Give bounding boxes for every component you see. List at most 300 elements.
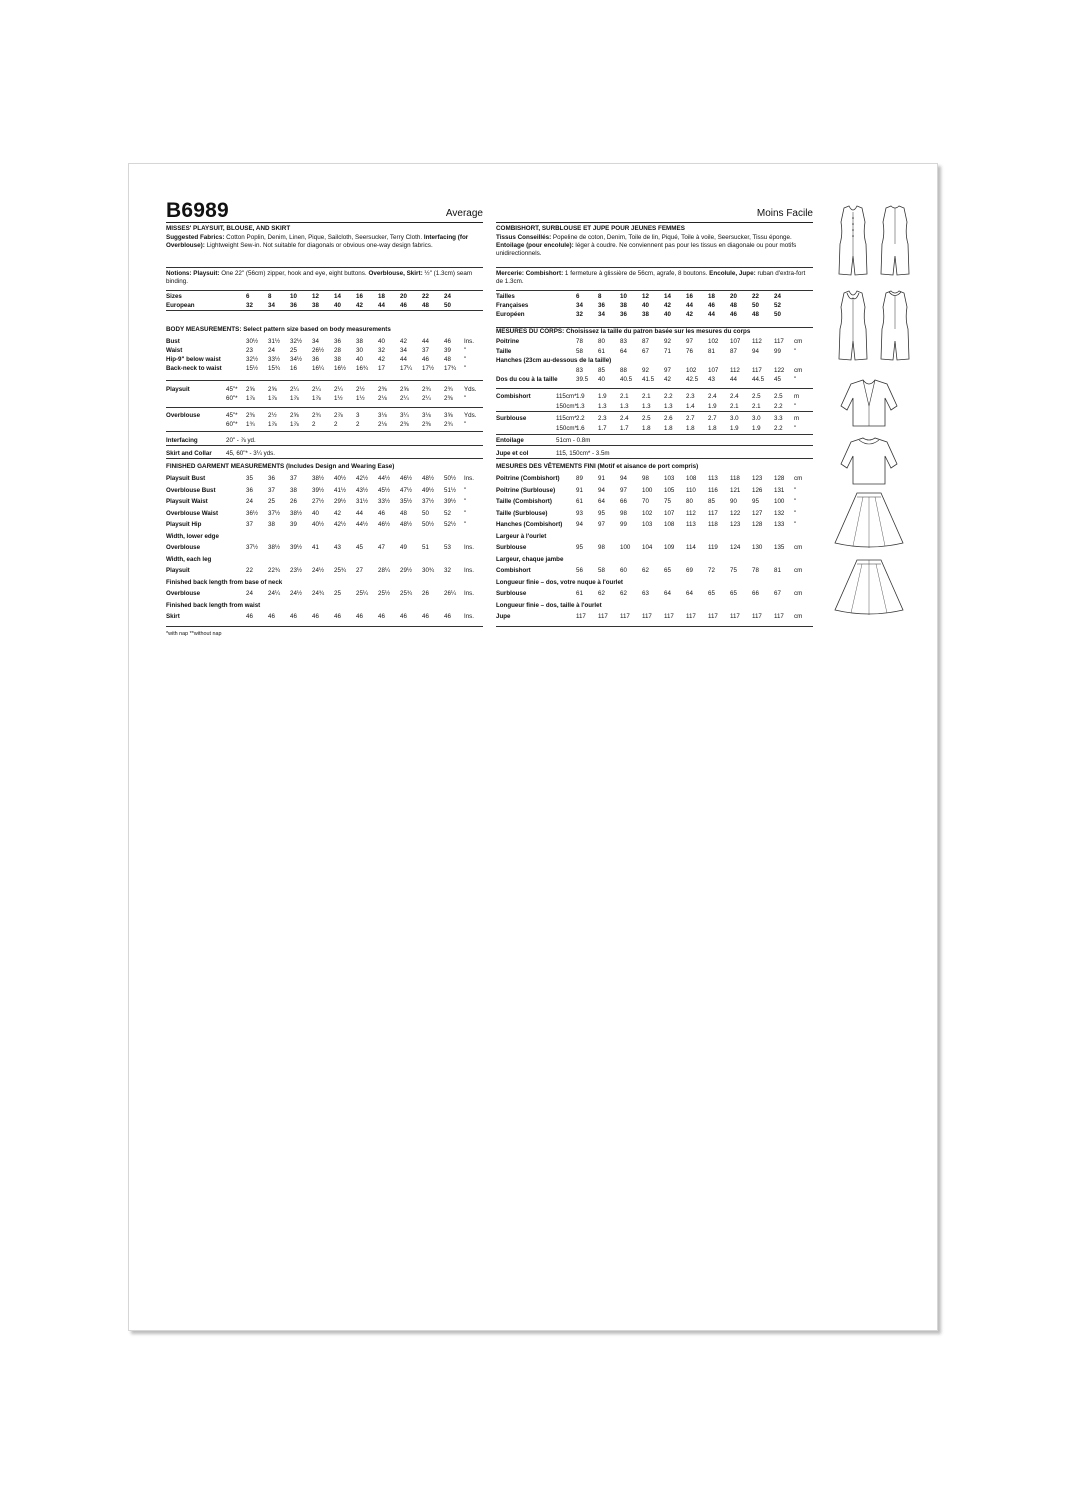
table-cell: 32 bbox=[378, 347, 385, 354]
row-label: Combishort bbox=[496, 567, 531, 574]
table-cell: 1⅞ bbox=[290, 395, 299, 402]
rule bbox=[496, 434, 813, 435]
table-cell: 85 bbox=[708, 498, 715, 505]
fabrics-text-fr: Tissus Conseillés: Popeline de coton, Denim, Toile de lin, Piqué, Toile à voile, Seersucker, Tissu éponge. Entoilage (pour encolule): léger à coudre. Ne conviennent pas pour les tissus en diagonale ou pour motifs unidirectionnels. bbox=[496, 234, 797, 257]
row-label: Surblouse bbox=[496, 415, 527, 422]
table-cell: 65 bbox=[730, 590, 737, 597]
table-row bbox=[166, 449, 483, 458]
size-cell: 10 bbox=[620, 293, 627, 300]
table-cell: 117 bbox=[576, 613, 586, 620]
table-cell: 91 bbox=[598, 475, 605, 482]
table-cell: 1.9 bbox=[708, 403, 717, 410]
table-row bbox=[496, 520, 813, 529]
table-cell: 1⅞ bbox=[290, 421, 299, 428]
table-cell: 92 bbox=[642, 366, 649, 374]
size-cell: 48 bbox=[752, 311, 759, 318]
table-cell: 2.1 bbox=[730, 403, 739, 410]
table-cell: 2¼ bbox=[400, 395, 409, 402]
table-cell: 1.9 bbox=[752, 425, 761, 432]
table-cell: 48½ bbox=[422, 475, 435, 482]
table-cell: 113 bbox=[686, 521, 696, 528]
table-row bbox=[496, 347, 813, 356]
unit-cell: " bbox=[464, 395, 467, 402]
table-cell: 131 bbox=[774, 486, 785, 494]
size-cell: 40 bbox=[664, 311, 671, 318]
table-cell: 25¾ bbox=[334, 567, 347, 574]
table-cell: 117 bbox=[620, 613, 630, 620]
table-cell: 112 bbox=[752, 338, 762, 345]
table-cell: 64 bbox=[686, 590, 693, 597]
table-cell: 39 bbox=[444, 347, 451, 354]
table-cell: 102 bbox=[708, 338, 719, 345]
table-cell: 24½ bbox=[312, 567, 325, 574]
table-cell: 38 bbox=[290, 486, 297, 494]
table-cell: 16 bbox=[290, 365, 297, 372]
table-cell: 36 bbox=[246, 486, 253, 494]
row-label: Longueur finie – dos, votre nuque à l'ourlet bbox=[496, 578, 623, 586]
table-cell: 1.8 bbox=[686, 425, 695, 432]
table-cell: 81 bbox=[774, 567, 781, 574]
size-cell: 44 bbox=[378, 302, 385, 309]
row-label: Taille (Combishort) bbox=[496, 498, 552, 505]
size-cell: 20 bbox=[400, 293, 407, 300]
table-row bbox=[166, 474, 483, 483]
table-cell: 27½ bbox=[312, 498, 325, 505]
table-cell: 2⅝ bbox=[246, 386, 255, 393]
table-row bbox=[496, 366, 813, 375]
size-cell: 32 bbox=[246, 302, 253, 309]
table-cell: 1.9 bbox=[598, 393, 607, 400]
table-cell: 2.5 bbox=[774, 393, 783, 400]
fabric-width: 150cm* bbox=[556, 425, 577, 432]
table-cell: 42 bbox=[664, 376, 671, 383]
table-cell: 117 bbox=[686, 613, 696, 620]
table-cell: 103 bbox=[664, 475, 675, 482]
size-cell: 22 bbox=[752, 293, 759, 300]
size-cell: 36 bbox=[620, 311, 627, 318]
table-cell: 124 bbox=[730, 544, 741, 551]
table-cell: 42½ bbox=[356, 475, 369, 482]
table-row bbox=[496, 612, 813, 621]
table-cell: 17 bbox=[378, 365, 385, 372]
table-cell: 45 bbox=[774, 376, 781, 383]
table-cell: 135 bbox=[774, 544, 785, 551]
table-row bbox=[166, 543, 483, 552]
fabric-width: 51cm - 0.8m bbox=[556, 437, 591, 444]
size-cell: 50 bbox=[752, 302, 759, 309]
row-label: Finished back length from base of neck bbox=[166, 578, 283, 586]
table-cell: 1¾ bbox=[246, 421, 255, 428]
table-row bbox=[166, 436, 483, 445]
table-row bbox=[166, 364, 483, 373]
table-cell: 116 bbox=[708, 486, 718, 494]
table-cell: 42½ bbox=[334, 521, 347, 528]
row-label: Playsuit Hip bbox=[166, 521, 202, 528]
row-label: Playsuit Bust bbox=[166, 475, 206, 482]
fabric-width: 115cm* bbox=[556, 393, 577, 400]
table-cell: 62 bbox=[642, 567, 649, 574]
skirt-front-icon bbox=[831, 489, 907, 551]
table-cell: 117 bbox=[752, 366, 762, 374]
table-cell: 2⅛ bbox=[378, 421, 387, 428]
table-cell: 121 bbox=[730, 486, 741, 494]
table-row bbox=[496, 566, 813, 575]
table-cell: 25¼ bbox=[356, 590, 369, 597]
table-cell: 46 bbox=[444, 338, 451, 345]
table-cell: 61 bbox=[598, 347, 605, 355]
table-cell: 107 bbox=[730, 338, 741, 345]
table-cell: 44.5 bbox=[752, 376, 765, 383]
table-cell: 65 bbox=[708, 590, 715, 597]
row-label: Jupe bbox=[496, 613, 511, 620]
rule bbox=[166, 380, 483, 381]
size-cell: 34 bbox=[268, 302, 275, 309]
table-cell: 46 bbox=[378, 613, 385, 620]
size-cell: 50 bbox=[444, 302, 451, 309]
table-cell: 70 bbox=[642, 498, 649, 505]
table-cell: 16½ bbox=[334, 365, 347, 372]
size-row bbox=[496, 310, 813, 319]
rule bbox=[496, 445, 813, 446]
size-cell: 38 bbox=[620, 302, 627, 309]
table-cell: 44 bbox=[422, 338, 429, 345]
table-cell: 72 bbox=[708, 567, 715, 574]
table-cell: 39½ bbox=[444, 498, 457, 505]
table-cell: 133 bbox=[774, 521, 785, 528]
table-cell: 94 bbox=[752, 347, 759, 355]
table-cell: 41 bbox=[312, 544, 319, 551]
table-row bbox=[496, 578, 813, 587]
table-cell: 114 bbox=[686, 544, 696, 551]
table-cell: 87 bbox=[642, 338, 649, 345]
row-label: Playsuit bbox=[166, 386, 190, 393]
table-cell: 2.1 bbox=[642, 393, 651, 400]
table-cell: 95 bbox=[752, 498, 759, 505]
row-label: Width, lower edge bbox=[166, 532, 219, 540]
unit-cell: cm bbox=[794, 338, 803, 345]
table-cell: 46 bbox=[400, 613, 407, 620]
table-cell: 40½ bbox=[312, 521, 325, 528]
table-cell: 52 bbox=[444, 509, 451, 517]
table-row bbox=[166, 578, 483, 587]
table-cell: 3 bbox=[356, 412, 360, 419]
table-cell: 51½ bbox=[444, 486, 457, 494]
table-cell: 2.4 bbox=[620, 415, 629, 422]
unit-cell: " bbox=[794, 498, 797, 505]
table-cell: 47 bbox=[378, 544, 385, 551]
table-cell: 112 bbox=[730, 366, 740, 374]
unit-cell: " bbox=[464, 521, 467, 528]
table-cell: 117 bbox=[598, 613, 608, 620]
table-cell: 93 bbox=[576, 509, 583, 517]
table-cell: 2⅝ bbox=[268, 386, 277, 393]
table-cell: 40.5 bbox=[620, 376, 633, 383]
table-cell: 25½ bbox=[378, 590, 391, 597]
table-cell: 66 bbox=[752, 590, 759, 597]
table-cell: 99 bbox=[620, 521, 627, 528]
unit-cell: " bbox=[794, 376, 797, 383]
table-cell: 60 bbox=[620, 567, 627, 574]
table-cell: 83 bbox=[620, 338, 627, 345]
table-cell: 2⅜ bbox=[422, 421, 431, 428]
table-cell: 44½ bbox=[356, 521, 369, 528]
unit-cell: Yds. bbox=[464, 386, 477, 393]
table-cell: 107 bbox=[708, 366, 719, 374]
table-cell: 25 bbox=[268, 498, 275, 505]
title-rule bbox=[166, 222, 483, 223]
table-cell: 2½ bbox=[356, 386, 365, 393]
table-row bbox=[166, 385, 483, 394]
table-cell: 91 bbox=[576, 486, 583, 494]
table-cell: 98 bbox=[620, 509, 627, 517]
rule bbox=[166, 626, 483, 627]
table-cell: 1.7 bbox=[598, 425, 607, 432]
row-label: Poitrine (Combishort) bbox=[496, 475, 560, 482]
table-row bbox=[496, 474, 813, 483]
table-row bbox=[166, 497, 483, 506]
table-cell: 39 bbox=[290, 521, 297, 528]
row-label: Overblouse bbox=[166, 590, 201, 597]
row-label: Poitrine (Surblouse) bbox=[496, 486, 556, 494]
table-cell: 1.6 bbox=[576, 425, 585, 432]
table-cell: 46½ bbox=[378, 521, 391, 528]
table-cell: 130 bbox=[752, 544, 763, 551]
table-cell: 2⅜ bbox=[444, 395, 453, 402]
table-cell: 2⅜ bbox=[378, 386, 387, 393]
table-cell: 24 bbox=[268, 347, 275, 354]
rule bbox=[496, 388, 813, 389]
table-cell: 52½ bbox=[444, 521, 457, 528]
table-cell: 69 bbox=[686, 567, 693, 574]
row-label: Interfacing bbox=[166, 437, 198, 444]
table-cell: 2¾ bbox=[444, 421, 453, 428]
difficulty-level-fr: Moins Facile bbox=[756, 208, 813, 219]
rule bbox=[496, 626, 813, 627]
size-cell: 6 bbox=[576, 293, 580, 300]
size-cell: 42 bbox=[664, 302, 671, 309]
table-cell: 15¾ bbox=[268, 365, 281, 372]
table-cell: 2¾ bbox=[444, 386, 453, 393]
table-cell: 64 bbox=[598, 498, 605, 505]
table-cell: 64 bbox=[664, 590, 671, 597]
table-cell: 51 bbox=[422, 544, 429, 551]
unit-cell: " bbox=[794, 486, 797, 494]
size-cell: 8 bbox=[598, 293, 602, 300]
size-cell: 38 bbox=[312, 302, 319, 309]
table-cell: 24 bbox=[246, 590, 253, 597]
table-row bbox=[166, 346, 483, 355]
row-label: Width, each leg bbox=[166, 555, 212, 563]
row-label: Surblouse bbox=[496, 590, 527, 597]
table-cell: 38 bbox=[356, 338, 363, 345]
table-cell: 53 bbox=[444, 544, 451, 551]
table-cell: 3⅝ bbox=[444, 412, 453, 419]
table-cell: 94 bbox=[620, 475, 627, 482]
table-cell: 17¾ bbox=[444, 365, 457, 372]
table-cell: 24 bbox=[246, 498, 253, 505]
table-cell: 30 bbox=[356, 347, 363, 354]
row-label: Taille (Surblouse) bbox=[496, 509, 548, 517]
table-cell: 97 bbox=[620, 486, 627, 494]
table-cell: 2¾ bbox=[312, 412, 321, 419]
size-cell: 24 bbox=[444, 293, 451, 300]
size-cell: 20 bbox=[730, 293, 737, 300]
unit-cell: " bbox=[464, 347, 467, 354]
table-cell: 95 bbox=[576, 544, 583, 551]
table-cell: 128 bbox=[752, 521, 763, 528]
table-cell: 33½ bbox=[268, 356, 281, 363]
table-cell: 122 bbox=[774, 366, 785, 374]
table-cell: 46 bbox=[246, 613, 253, 620]
table-cell: 22 bbox=[246, 567, 253, 574]
fabric-width: 115, 150cm* - 3.5m bbox=[556, 450, 610, 457]
table-cell: 67 bbox=[642, 347, 649, 355]
table-cell: 1.8 bbox=[708, 425, 717, 432]
unit-cell: Ins. bbox=[464, 590, 474, 597]
row-label: Finished back length from waist bbox=[166, 601, 261, 609]
table-cell: 75 bbox=[664, 498, 671, 505]
row-label: Largeur, chaque jambe bbox=[496, 555, 564, 563]
unit-cell: m bbox=[794, 415, 800, 422]
table-cell: 76 bbox=[686, 347, 693, 355]
table-cell: 26 bbox=[290, 498, 297, 505]
row-label: Dos du cou à la taille bbox=[496, 376, 558, 383]
table-cell: 30¾ bbox=[422, 567, 435, 574]
table-cell: 80 bbox=[598, 338, 605, 345]
table-cell: 46 bbox=[334, 613, 341, 620]
unit-cell: " bbox=[794, 347, 797, 355]
table-cell: 34 bbox=[312, 338, 319, 345]
table-cell: 32 bbox=[444, 567, 451, 574]
table-cell: 2.7 bbox=[686, 415, 695, 422]
size-cell: 42 bbox=[686, 311, 693, 318]
table-cell: 2.7 bbox=[708, 415, 717, 422]
table-cell: 46 bbox=[356, 613, 363, 620]
table-cell: 112 bbox=[686, 509, 696, 517]
table-cell: 61 bbox=[576, 498, 583, 505]
table-cell: 1½ bbox=[356, 395, 365, 402]
table-cell: 25¾ bbox=[400, 590, 413, 597]
rule bbox=[166, 445, 483, 446]
table-cell: 1.3 bbox=[642, 403, 651, 410]
row-label: Hanches (Combishort) bbox=[496, 521, 563, 528]
unit-cell: Ins. bbox=[464, 338, 474, 345]
pattern-code: B6989 bbox=[166, 199, 229, 222]
unit-cell: " bbox=[794, 509, 797, 517]
table-cell: 40 bbox=[356, 356, 363, 363]
fabric-width: 20" - ⅞ yd. bbox=[226, 437, 256, 444]
table-cell: 2.4 bbox=[730, 393, 739, 400]
table-cell: 95 bbox=[598, 509, 605, 517]
table-cell: 44 bbox=[356, 509, 363, 517]
table-cell: 117 bbox=[730, 613, 740, 620]
table-cell: 2.5 bbox=[752, 393, 761, 400]
table-cell: 32½ bbox=[246, 356, 259, 363]
pattern-title: MISSES' PLAYSUIT, BLOUSE, AND SKIRT bbox=[166, 225, 291, 232]
table-row bbox=[496, 555, 813, 564]
table-cell: 1½ bbox=[334, 395, 343, 402]
table-cell: 2 bbox=[356, 421, 360, 428]
table-cell: 1.8 bbox=[664, 425, 673, 432]
title-rule bbox=[496, 222, 813, 223]
table-cell: 2¼ bbox=[312, 386, 321, 393]
table-cell: 108 bbox=[686, 475, 697, 482]
table-cell: 3⅛ bbox=[378, 412, 387, 419]
size-cell: 12 bbox=[312, 293, 319, 300]
row-label: Longueur finie – dos, taille à l'ourlet bbox=[496, 601, 602, 609]
size-cell: 46 bbox=[708, 302, 715, 309]
table-cell: 38½ bbox=[268, 544, 281, 551]
row-label: Overblouse bbox=[166, 544, 201, 551]
table-row bbox=[496, 375, 813, 384]
table-cell: 127 bbox=[752, 509, 763, 517]
row-label: Back-neck to waist bbox=[166, 365, 222, 372]
size-cell: 16 bbox=[686, 293, 693, 300]
table-row bbox=[166, 555, 483, 564]
table-cell: 36 bbox=[312, 356, 319, 363]
table-cell: 2.5 bbox=[642, 415, 651, 422]
unit-cell: cm bbox=[794, 590, 803, 597]
rule bbox=[496, 458, 813, 459]
size-cell: 18 bbox=[378, 293, 385, 300]
table-cell: 30½ bbox=[246, 338, 259, 345]
row-label: Tailles bbox=[496, 293, 515, 300]
table-cell: 34½ bbox=[290, 356, 303, 363]
table-row bbox=[166, 394, 483, 403]
table-cell: 2.2 bbox=[774, 425, 783, 432]
table-cell: 1.3 bbox=[664, 403, 673, 410]
table-cell: 42 bbox=[378, 356, 385, 363]
table-cell: 46 bbox=[312, 613, 319, 620]
table-cell: 118 bbox=[730, 475, 740, 482]
table-cell: 2¼ bbox=[334, 386, 343, 393]
size-row bbox=[496, 292, 813, 301]
table-cell: 44½ bbox=[378, 475, 391, 482]
table-cell: 25 bbox=[334, 590, 341, 597]
unit-cell: " bbox=[464, 498, 467, 505]
fabric-width: 60"* bbox=[226, 395, 238, 402]
unit-cell: Yds. bbox=[464, 412, 477, 419]
table-cell: 23 bbox=[246, 347, 253, 354]
finished-measurements-heading-fr: MESURES DES VÊTEMENTS FINI (Motif et aisance de port compris) bbox=[496, 463, 699, 470]
table-cell: 2⅞ bbox=[334, 412, 343, 419]
unit-cell: " bbox=[464, 356, 467, 363]
table-cell: 38 bbox=[334, 356, 341, 363]
table-cell: 61 bbox=[576, 590, 583, 597]
table-cell: 123 bbox=[730, 521, 741, 528]
table-cell: 24½ bbox=[290, 590, 303, 597]
table-cell: 132 bbox=[774, 509, 785, 517]
row-label: Largeur à l'ourlet bbox=[496, 532, 547, 540]
table-cell: 48 bbox=[444, 356, 451, 363]
table-cell: 104 bbox=[642, 544, 653, 551]
unit-cell: " bbox=[464, 486, 467, 494]
table-cell: 126 bbox=[752, 486, 763, 494]
unit-cell: cm bbox=[794, 544, 803, 551]
row-label: Waist bbox=[166, 347, 183, 354]
table-cell: 89 bbox=[576, 475, 583, 482]
table-cell: 22¾ bbox=[268, 567, 281, 574]
table-cell: 37 bbox=[268, 486, 275, 494]
table-cell: 1.3 bbox=[620, 403, 629, 410]
table-cell: 3.0 bbox=[730, 415, 739, 422]
row-label: Playsuit Waist bbox=[166, 498, 208, 505]
difficulty-level: Average bbox=[445, 208, 483, 219]
row-label: Taille bbox=[496, 347, 512, 355]
table-cell: 45½ bbox=[378, 486, 391, 494]
table-cell: 102 bbox=[686, 366, 697, 374]
table-cell: 2.4 bbox=[708, 393, 717, 400]
